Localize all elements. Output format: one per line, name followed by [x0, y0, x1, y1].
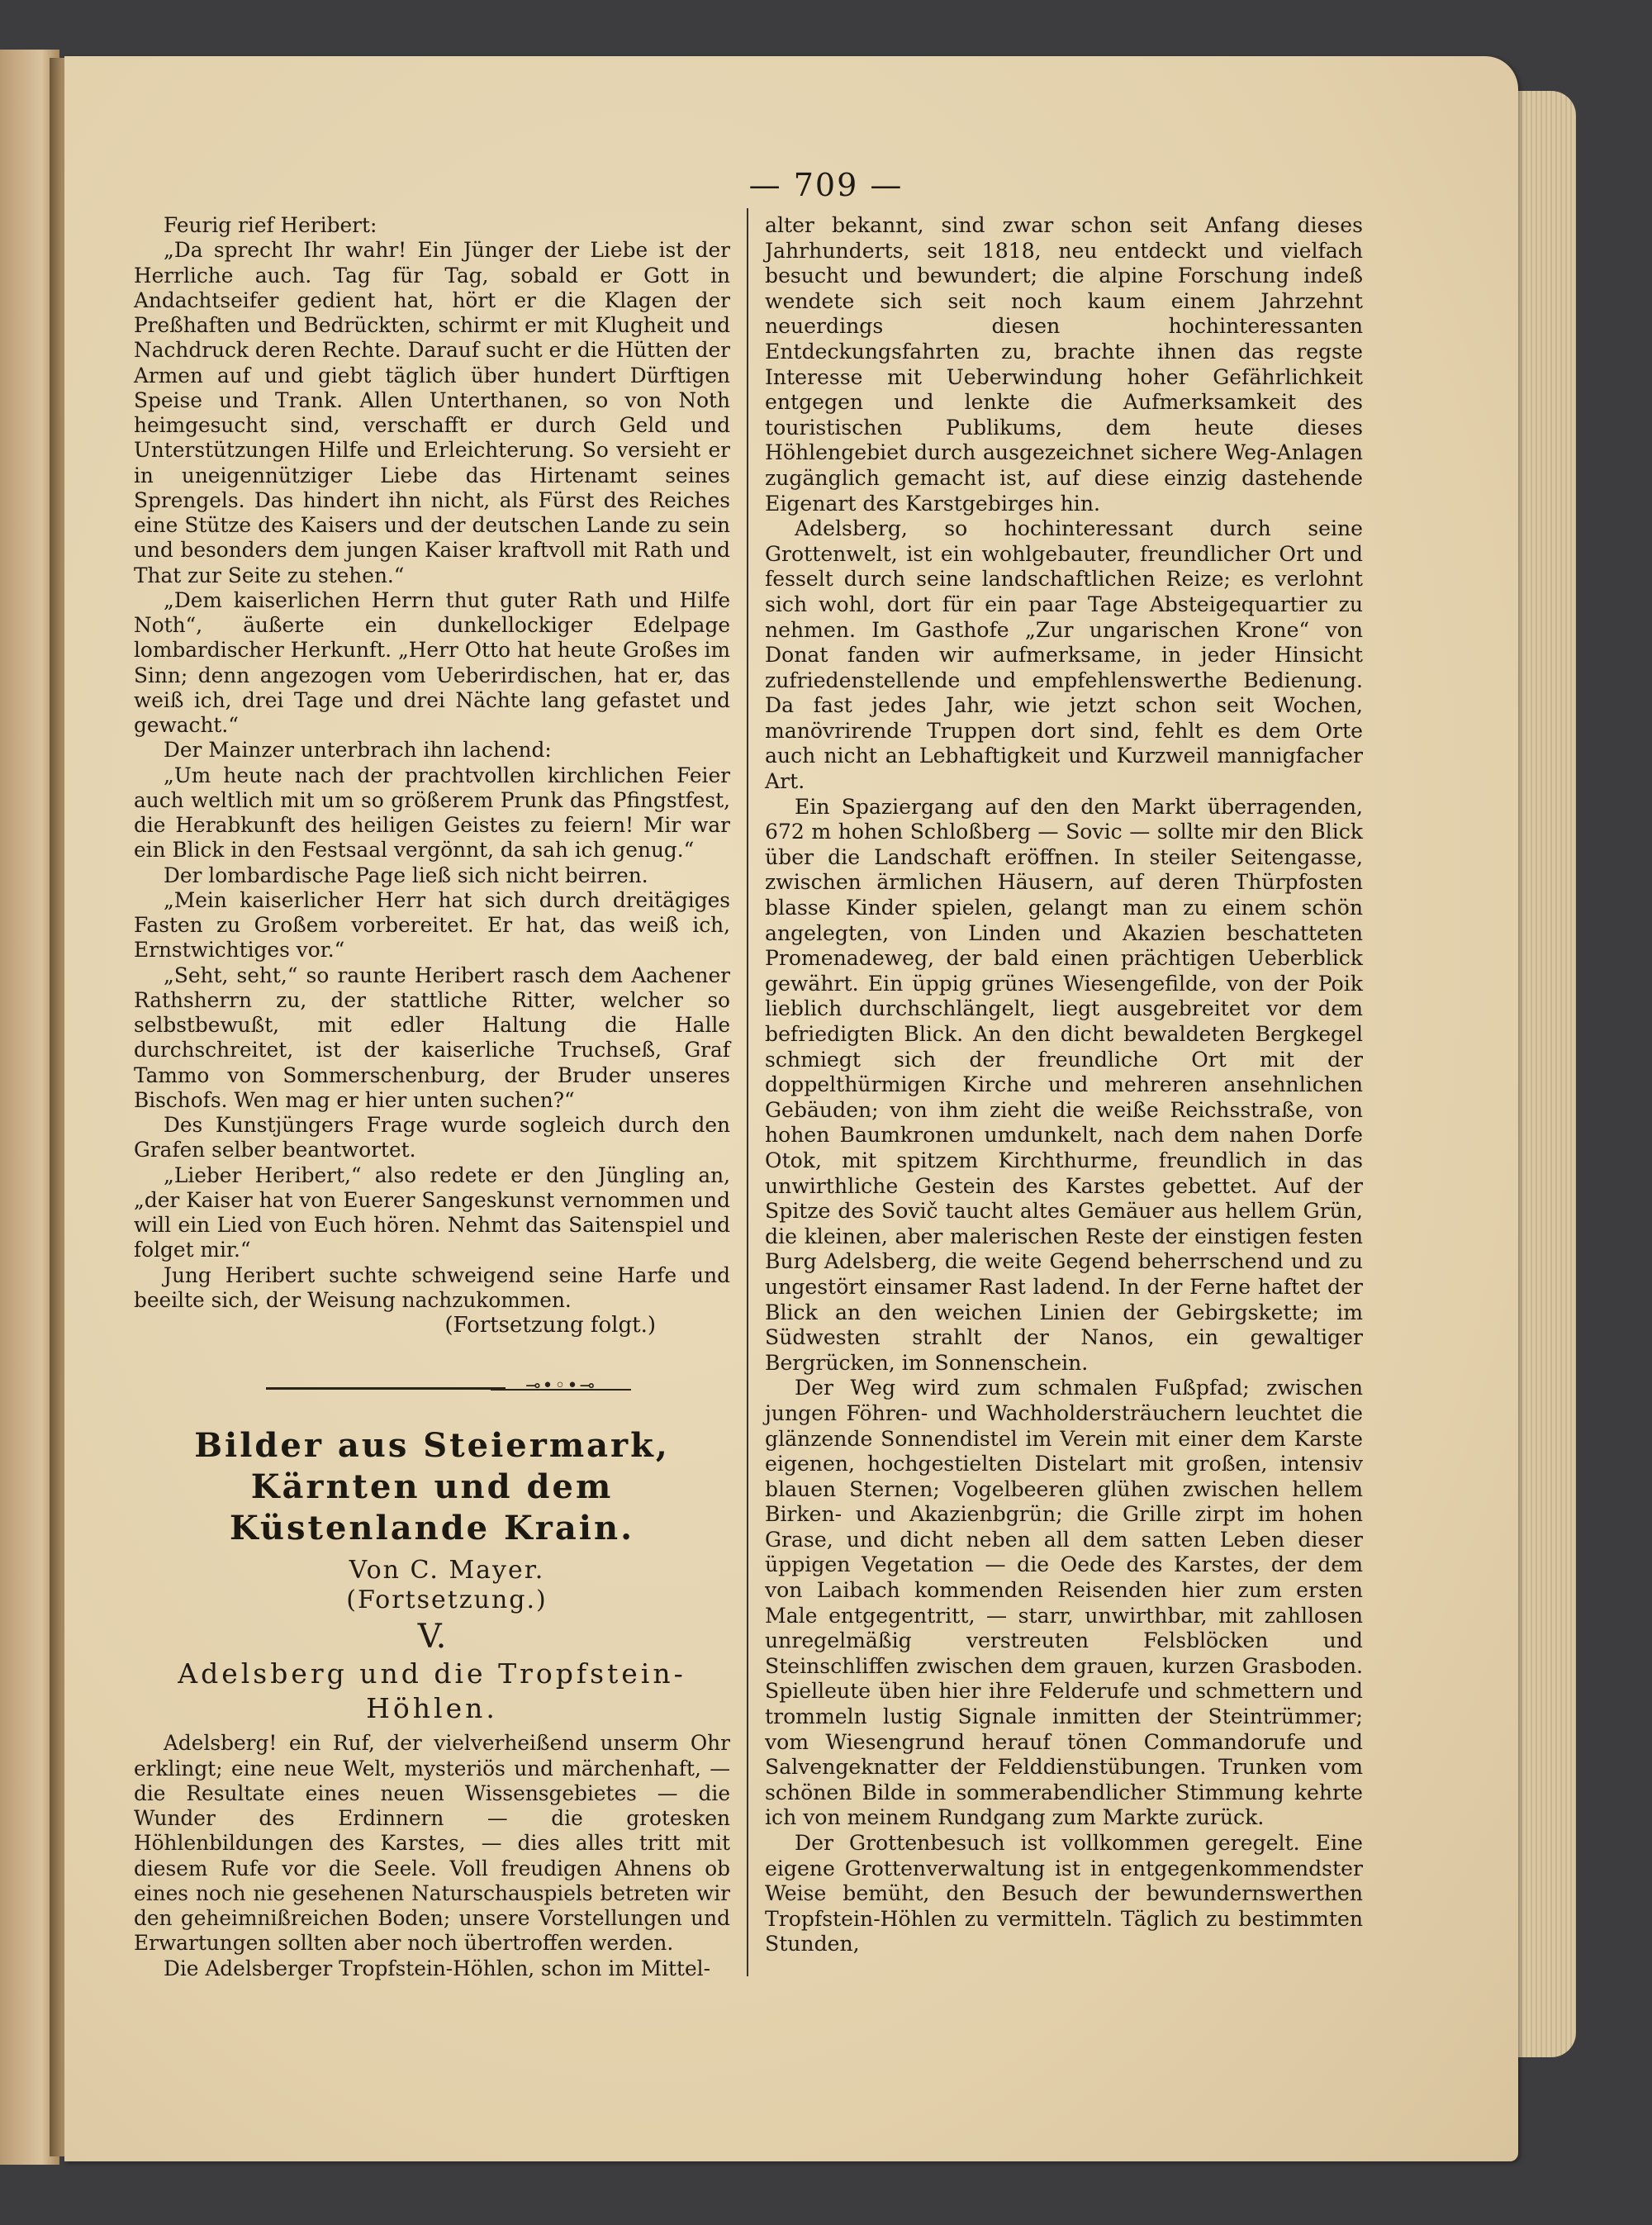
article-paragraph: Der Weg wird zum schmalen Fußpfad; zwischen jungen Föhren- und Wachholdersträuchern leuchtet die glänzende Sonnendistel im Verein mit einer dem Karste eigenen, hochgestielten Distelart mit großen, intensiv blauen Sternen; Vogelbeeren glühen zwischen hellem Birken- und Akazienbgrün; die Grille zirpt im hohen Grase, und dicht neben all dem satten Leben dieser üppigen Vegetation — die Oede des Karstes, der dem von Laibach kommenden Reisenden hier zum ersten Male entgegentritt, — starr, unwirthbar, mit zahllosen unregelmäßig verstreuten Felsblöcken und Steinschliffen zwischen dem grauen, kurzen Grasboden. Spielleute üben hier ihre Felderufe und schmettern und trommeln lustig Signale inmitten der Steintrümmer; vom Wiesengrund herauf tönen Commandorufe und Salvengeknatter der Felddienstübungen. Trunken vom schönen Bilde in sommerabendlicher Stimmung kehrte ich von meinem Rundgang zum Markte zurück.: [765, 1376, 1363, 1830]
article-author: Von C. Mayer.: [349, 1556, 545, 1586]
article-paragraph: Die Adelsberger Tropfstein-Höhlen, schon im Mittel-: [164, 1956, 710, 1980]
article-paragraph: Adelsberg! ein Ruf, der vielverheißend unserm Ohr erklingt; eine neue Welt, mysteriös und märchenhaft, — die Resultate eines neuen Wissensgebietes — die Wunder des Erdinnern — die grotesken Höhlenbildungen des Karstes, — dies alles tritt mit diesem Rufe vor die Seele. Voll freudigen Ahnens ob eines noch nie gesehenen Naturschauspiels betreten wir den geheimnißreichen Boden; unsere Vorstellungen und Erwartungen sollten aber noch übertroffen werden.: [134, 1731, 730, 1956]
article-continued: (Fortsetzung.): [346, 1586, 548, 1615]
story-paragraph: Feurig rief Heribert:: [164, 213, 377, 237]
divider-ornament: ⊸•◦•⊸: [525, 1376, 596, 1397]
story-paragraph: „Da sprecht Ihr wahr! Ein Jünger der Liebe ist der Herrliche auch. Tag für Tag, sobald er Gott in Andachtseifer gedient hat, hört er die Klagen der Preßhaften und Bedrückten, schirmt er mit Klugheit und Nachdruck deren Rechte. Darauf sucht er die Hütten der Armen auf und giebt täglich über hundert Dürftigen Speise und Trank. Allen Unterthanen, so von Noth heimgesucht sind, verschafft er durch Geld und Unterstützungen Hilfe und Erleichterung. So versieht er in uneigennütziger Liebe das Hirtenamt seines Sprengels. Das hindert ihn nicht, als Fürst des Reiches eine Stütze des Kaisers und der deutschen Lande zu sein und besonders dem jungen Kaiser kraftvoll mit Rath und That zur Seite zu stehen.“: [134, 238, 730, 587]
story-paragraph: „Dem kaiserlichen Herrn thut guter Rath und Hilfe Noth“, äußerte ein dunkellockiger Edelpage lombardischer Herkunft. „Herr Otto hat heute Großes im Sinn; denn angezogen vom Ueberirdischen, hat er, das weiß ich, drei Tage und drei Nächte lang gefastet und gewacht.“: [134, 587, 730, 737]
story-paragraph: Des Kunstjüngers Frage wurde sogleich durch den Grafen selber beantwortet.: [134, 1113, 730, 1162]
page-number: — 709 —: [748, 167, 904, 203]
continuation-note: (Fortsetzung folgt.): [444, 1313, 656, 1338]
article-paragraph: alter bekannt, sind zwar schon seit Anfang dieses Jahrhunderts, seit 1818, neu entdeckt und vielfach besucht und bewundert; die alpine Forschung indeß wendete sich seit noch kaum einem Jahrzehnt neuerdings diesen hochinteressanten Entdeckungsfahrten zu, brachte ihnen das regste Interesse mit Ueberwindung hoher Gefährlichkeit entgegen und lenkte die Aufmerksamkeit des touristischen Publikums, dem heute dieses Höhlengebiet durch ausgezeichnet sichere Weg-Anlagen zugänglich gemacht ist, auf diese einzig dastehende Eigenart des Karstgebirges hin.: [765, 213, 1363, 516]
divider-line: [266, 1387, 506, 1390]
right-column: [765, 213, 1363, 1957]
page-stack-edges: [1508, 91, 1576, 2057]
article-paragraph: Der Grottenbesuch ist vollkommen geregelt. Eine eigene Grottenverwaltung ist in entgegenkommendster Weise bemüht, den Besuch der bewundernswerthen Tropfstein-Höhlen zu vermitteln. Täglich zu bestimmten Stunden,: [765, 1831, 1363, 1956]
story-paragraph: Der Mainzer unterbrach ihn lachend:: [164, 738, 552, 763]
section-title: Adelsberg und die Tropfstein-Höhlen.: [178, 1657, 686, 1725]
section-numeral: V.: [417, 1618, 447, 1657]
column-rule: [747, 208, 748, 1976]
article-paragraph: Adelsberg, so hochinteressant durch seine Grottenwelt, ist ein wohlgebauter, freundlicher Ort und fesselt durch seine landschaftlichen Reize; es verlohnt sich wohl, dort für ein paar Tage Absteigequartier zu nehmen. Im Gasthofe „Zur ungarischen Krone“ von Donat fanden wir aufmerksame, in jeder Hinsicht zufriedenstellende und empfehlenswerthe Bedienung. Da fast jedes Jahr, wie jetzt schon seit Wochen, manövrirende Truppen dort sind, fehlt es dem Orte auch nicht an Lebhaftigkeit und Kurzweil mannigfacher Art.: [765, 516, 1363, 794]
story-paragraph: Der lombardische Page ließ sich nicht beirren.: [164, 863, 648, 887]
story-paragraph: „Seht, seht,“ so raunte Heribert rasch dem Aachener Rathsherrn zu, der stattliche Ritter, welcher so selbstbewußt, mit edler Haltung die Halle durchschreitet, ist der kaiserliche Truchseß, Graf Tammo von Sommerschenburg, der Bruder unseres Bischofs. Wen mag er hier unten suchen?“: [134, 963, 730, 1112]
story-paragraph: „Um heute nach der prachtvollen kirchlichen Feier auch weltlich mit um so größerem Prunk das Pfingstfest, die Herabkunft des heiligen Geistes zu feiern! Mir war ein Blick in den Festsaal vergönnt, da sah ich genug.“: [134, 763, 730, 863]
section-divider: [134, 1371, 730, 1407]
story-paragraph: „Mein kaiserlicher Herr hat sich durch dreitägiges Fasten zu Großem vorbereitet. Er hat, das weiß ich, Ernstwichtiges vor.“: [134, 887, 730, 963]
story-paragraph: Jung Heribert suchte schweigend seine Harfe und beeilte sich, der Weisung nachzukommen.: [134, 1262, 730, 1312]
article-title: Bilder aus Steiermark, Kärnten und dem Küstenlande Krain.: [194, 1426, 670, 1548]
article-paragraph: Ein Spaziergang auf den den Markt überragenden, 672 m hohen Schloßberg — Sovic — sollte mir den Blick über die Landschaft eröffnen. In steiler Seitengasse, zwischen ärmlichen Häusern, auf deren Thürpfosten blasse Kinder spielen, gelangt man zu einem schön angelegten, von Linden und Akazien beschatteten Promenadeweg, der bald einen prächtigen Ueberblick gewährt. Ein üppig grünes Wiesengefilde, von der Poik lieblich durchschlängelt, liegt ausgebreitet vor dem befriedigten Blick. An den dicht bewaldeten Bergkegel schmiegt sich der freundliche Ort mit der doppelthürmigen Kirche und mehreren ansehnlichen Gebäuden; von ihm zieht die weiße Reichsstraße, von hohen Baumkronen umdunkelt, nach dem nahen Dorfe Otok, mit spitzem Kirchthurme, freundlich in das unwirthliche Gestein des Karstes gebettet. Auf der Spitze des Sovič taucht altes Gemäuer aus hellem Grün, die kleinen, aber malerischen Reste der einstigen festen Burg Adelsberg, die weite Gegend beherrschend und zu ungestört einsamer Rast ladend. In der Ferne haftet der Blick an den weichen Linien der Gebirgskette; im Südwesten strahlt der Nanos, ein gewaltiger Bergrücken, im Sonnenschein.: [765, 794, 1363, 1375]
left-column: [134, 213, 730, 1981]
story-paragraph: „Lieber Heribert,“ also redete er den Jüngling an, „der Kaiser hat von Euerer Sangeskunst vernommen und will ein Lied von Euch hören. Nehmt das Saitenspiel und folget mir.“: [134, 1162, 730, 1262]
